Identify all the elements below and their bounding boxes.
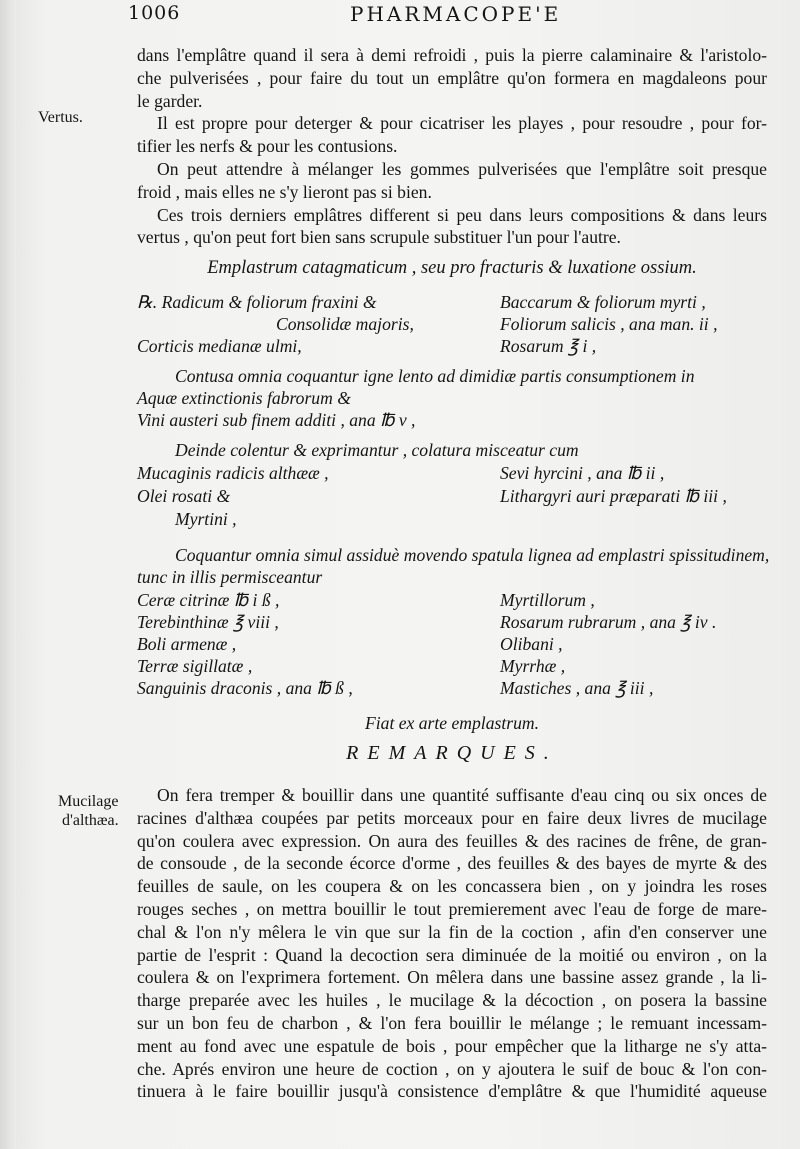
page-gutter-shadow bbox=[0, 0, 16, 1149]
recipe-closing: Fiat ex arte emplastrum. bbox=[365, 713, 539, 733]
ingredient: Terræ sigillatæ , bbox=[137, 656, 253, 676]
text-line: On fera tremper & bouillir dans une quantité suffisante d'eau cinq ou six onces de bbox=[157, 785, 767, 805]
text-line: che pulverisées , pour faire du tout un emplâtre qu'on formera en magdaleons pour bbox=[137, 67, 767, 88]
ingredient: Myrrhæ , bbox=[500, 656, 566, 676]
remarques-text bbox=[137, 784, 767, 1103]
ingredient: Vini austeri sub finem additi , ana ℔ v , bbox=[137, 410, 416, 430]
margin-note-mucilage: Mucilage bbox=[58, 793, 119, 810]
text-line: vertus , qu'on peut fort bien sans scrupule substituer l'un pour l'autre. bbox=[137, 227, 621, 248]
remarques-heading: REMARQUES. bbox=[346, 742, 558, 764]
text-line: tifier les nerfs & pour les contusions. bbox=[137, 136, 398, 157]
margin-note-vertus: Vertus. bbox=[38, 109, 83, 126]
ingredient: Aquæ extinctionis fabrorum & bbox=[137, 388, 351, 408]
text-line: On peut attendre à mélanger les gommes pulverisées que l'emplâtre soit presque bbox=[157, 158, 767, 179]
text-line: tinuera à le faire bouillir jusqu'à consistence d'emplâtre & que l'humidité aqueuse bbox=[137, 1081, 767, 1102]
ingredient: Sanguinis draconis , ana ℔ ß , bbox=[137, 678, 353, 698]
text-line: chal & l'on n'y mêlera le vin que sur la fin de la coction , afin d'en conserver une bbox=[137, 921, 767, 942]
page-header bbox=[0, 2, 800, 28]
instruction-line: Contusa omnia coquantur igne lento ad dimidiæ partis consumptionem in bbox=[175, 366, 695, 386]
ingredient: Rosarum ℥ i , bbox=[500, 336, 597, 356]
page-number: 1006 bbox=[128, 2, 181, 24]
text-line: tharge preparée avec les huiles , le mucilage & la décoction , on posera la bassine bbox=[137, 990, 767, 1011]
instruction-line: tunc in illis permisceantur bbox=[137, 567, 323, 587]
text-line: ment au fond avec une espatule de bois , pour empêcher que la litharge ne s'y atta- bbox=[137, 1035, 767, 1056]
ingredient: Olibani , bbox=[500, 634, 563, 654]
intro-text bbox=[137, 44, 767, 249]
text-line: de consoude , de la seconde écorce d'orme , des feuilles & des bayes de myrte & des bbox=[137, 853, 767, 874]
ingredient: Consolidæ majoris, bbox=[276, 314, 414, 334]
ingredient: Foliorum salicis , ana man. ii , bbox=[500, 314, 718, 334]
text-line: feuilles de saule, on les coupera & on les concassera bien , on y joindra les roses bbox=[137, 876, 767, 897]
text-line: coulera & on l'exprimera fortement. On mêlera dans une bassine assez grande , la li- bbox=[137, 967, 767, 988]
running-title: PHARMACOPE'E bbox=[350, 2, 562, 26]
text-line: Ces trois derniers emplâtres different si peu dans leurs compositions & dans leurs bbox=[157, 204, 767, 225]
recipe-title: Emplastrum catagmaticum , seu pro fracturis & luxatione ossium. bbox=[207, 258, 697, 278]
instruction-line: Coquantur omnia simul assiduè movendo spatula lignea ad emplastri spissitudinem, bbox=[175, 545, 770, 565]
text-line: qu'on coulera avec expression. On aura des feuilles & des racines de frêne, de gran- bbox=[137, 830, 767, 851]
ingredient: Sevi hyrcini , ana ℔ ii , bbox=[500, 463, 665, 483]
ingredient: Lithargyri auri præparati ℔ iii , bbox=[500, 486, 727, 506]
instruction-line: Deinde colentur & exprimantur , colatura misceatur cum bbox=[175, 440, 579, 460]
ingredient: Mucaginis radicis althææ , bbox=[137, 463, 329, 483]
text-line: le garder. bbox=[137, 90, 203, 111]
ingredient: Myrtini , bbox=[175, 509, 237, 529]
ingredient: Baccarum & foliorum myrti , bbox=[500, 292, 706, 312]
ingredient: Corticis medianæ ulmi, bbox=[137, 336, 302, 356]
ingredient: Terebinthinæ ℥ viii , bbox=[137, 612, 279, 632]
ingredient: Ceræ citrinæ ℔ i ß , bbox=[137, 590, 280, 610]
text-line: Il est propre pour deterger & pour cicatriser les playes , pour resoudre , pour for- bbox=[157, 113, 767, 134]
ingredient: Boli armenæ , bbox=[137, 634, 237, 654]
text-line: partie de l'esprit : Quand la decoction sera diminuée de la moitié ou environ , on la bbox=[137, 944, 767, 965]
text-line: sur un bon feu de charbon , & l'on fera bouillir le mélange ; le remuant incessam- bbox=[137, 1012, 767, 1033]
ingredient: Myrtillorum , bbox=[500, 590, 595, 610]
margin-note-althaea: d'althæa. bbox=[62, 812, 119, 829]
ingredient: Rosarum rubrarum , ana ℥ iv . bbox=[500, 612, 717, 632]
text-line: che. Aprés environ une heure de coction , on y ajoutera le suif de bouc & l'on con- bbox=[137, 1058, 767, 1079]
text-line: froid , mais elles ne s'y lieront pas si bien. bbox=[137, 181, 432, 202]
ingredient: Mastiches , ana ℥ iii , bbox=[500, 678, 654, 698]
text-line: rouges seches , on mettra bouillir le tout premierement avec l'eau de forge de mare- bbox=[137, 898, 767, 919]
text-line: racines d'althæa coupées par petits morceaux pour en faire deux livres de mucilage bbox=[137, 807, 767, 828]
ingredient: Olei rosati & bbox=[137, 486, 231, 506]
ingredient: ℞. Radicum & foliorum fraxini & bbox=[137, 292, 377, 312]
text-line: dans l'emplâtre quand il sera à demi refroidi , puis la pierre calaminaire & l'aristolo- bbox=[137, 45, 767, 65]
